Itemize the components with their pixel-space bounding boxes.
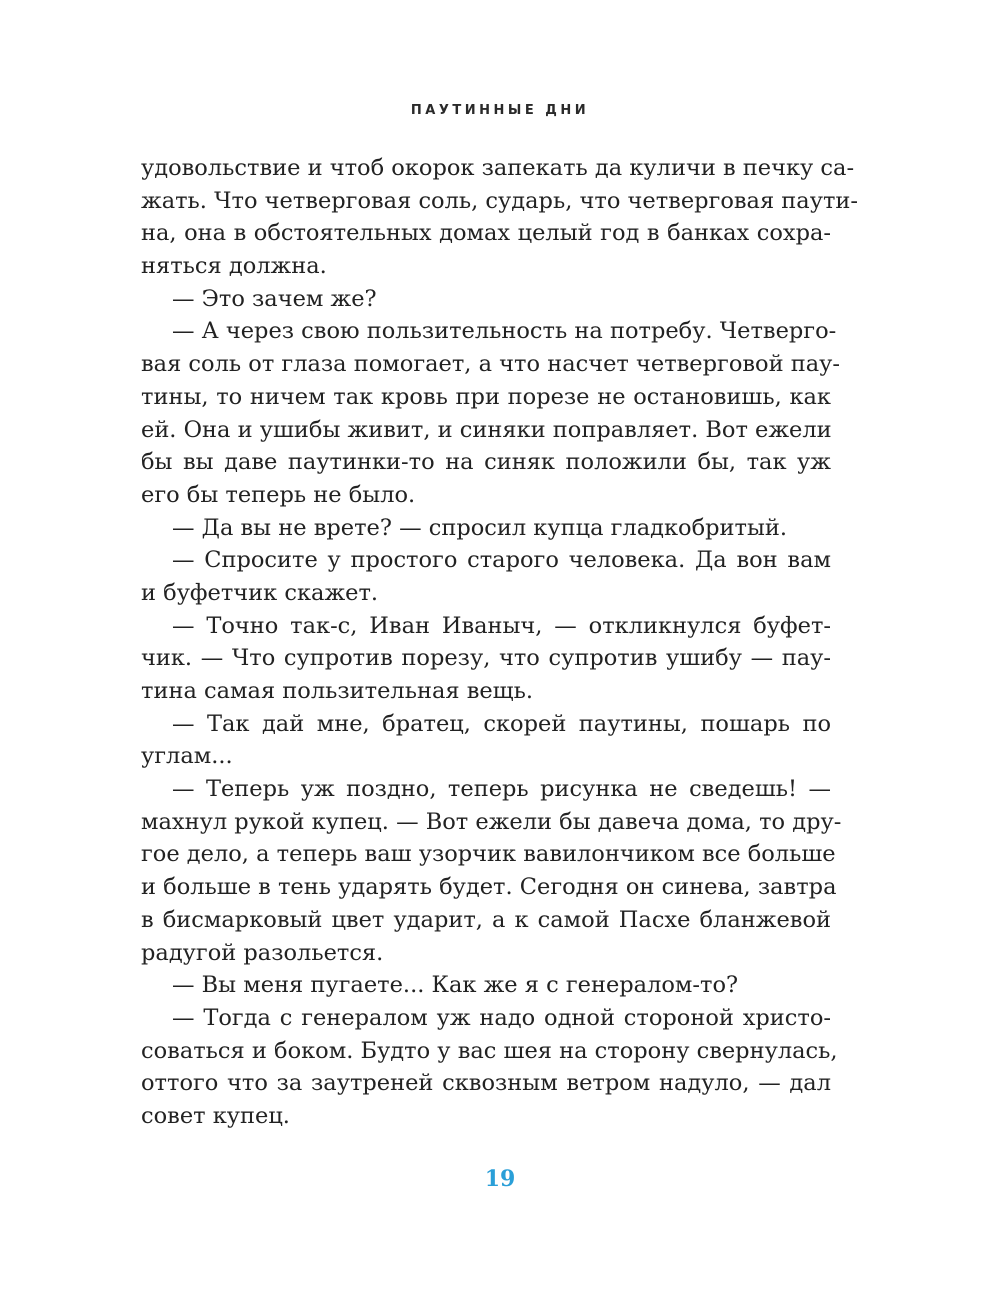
text-line: чик. — Что супротив порезу, что супротив ушибу — пау- xyxy=(141,645,831,672)
text-line: оттого что за заутреней сквозным ветром надуло, — дал xyxy=(141,1070,831,1097)
text-line: его бы теперь не было. xyxy=(141,481,416,508)
dialogue-line: — Так дай мне, братец, скорей паутины, пошарь по xyxy=(172,710,831,737)
text-line: тины, то ничем так кровь при порезе не остановишь, как xyxy=(141,383,831,410)
dialogue-line: — А через свою пользительность на потребу. Четверго- xyxy=(172,318,837,345)
text-line: ей. Она и ушибы живит, и синяки поправляет. Вот ежели xyxy=(141,416,832,443)
text-line: тина самая пользительная вещь. xyxy=(141,678,534,704)
body-text xyxy=(141,152,859,1133)
text-line: на, она в обстоятельных домах целый год в банках сохра- xyxy=(141,220,831,247)
dialogue-line: — Вы меня пугаете... Как же я с генералом-то? xyxy=(172,972,739,999)
text-line: бы вы даве паутинки-то на синяк положили бы, так уж xyxy=(141,449,831,476)
text-line: соваться и боком. Будто у вас шея на сторону свернулась, xyxy=(141,1037,838,1064)
running-head: ПАУТИННЫЕ ДНИ xyxy=(410,103,590,118)
text-line: вая соль от глаза помогает, а что насчет четверговой пау- xyxy=(141,351,840,378)
text-line: гое дело, а теперь ваш узорчик вавилончиком все больше xyxy=(141,841,836,868)
text-line: махнул рукой купец. — Вот ежели бы давеча дома, то дру- xyxy=(141,808,842,835)
text-line: углам... xyxy=(141,743,233,770)
dialogue-line: — Точно так-с, Иван Иваныч, — откликнулся буфет- xyxy=(172,612,831,639)
text-line: няться должна. xyxy=(141,253,327,280)
text-line: радугой разольется. xyxy=(141,939,384,966)
text-line: и буфетчик скажет. xyxy=(141,579,379,606)
text-line: совет купец. xyxy=(141,1102,290,1129)
dialogue-line: — Спросите у простого старого человека. Да вон вам xyxy=(172,547,831,574)
text-line: в бисмарковый цвет ударит, а к самой Пасхе бланжевой xyxy=(141,906,831,933)
dialogue-line: — Да вы не врете? — спросил купца гладкобритый. xyxy=(172,514,788,541)
text-line: и больше в тень ударять будет. Сегодня он синева, завтра xyxy=(141,874,837,901)
text-line: жать. Что четверговая соль, сударь, что четверговая паути- xyxy=(141,187,859,214)
dialogue-line: — Это зачем же? xyxy=(172,285,377,312)
text-line: удовольствие и чтоб окорок запекать да куличи в печку са- xyxy=(141,155,855,181)
dialogue-line: — Тогда с генералом уж надо одной стороной христо- xyxy=(172,1004,831,1031)
dialogue-line: — Теперь уж поздно, теперь рисунка не сведешь! — xyxy=(172,776,831,803)
page-number: 19 xyxy=(484,1166,516,1192)
